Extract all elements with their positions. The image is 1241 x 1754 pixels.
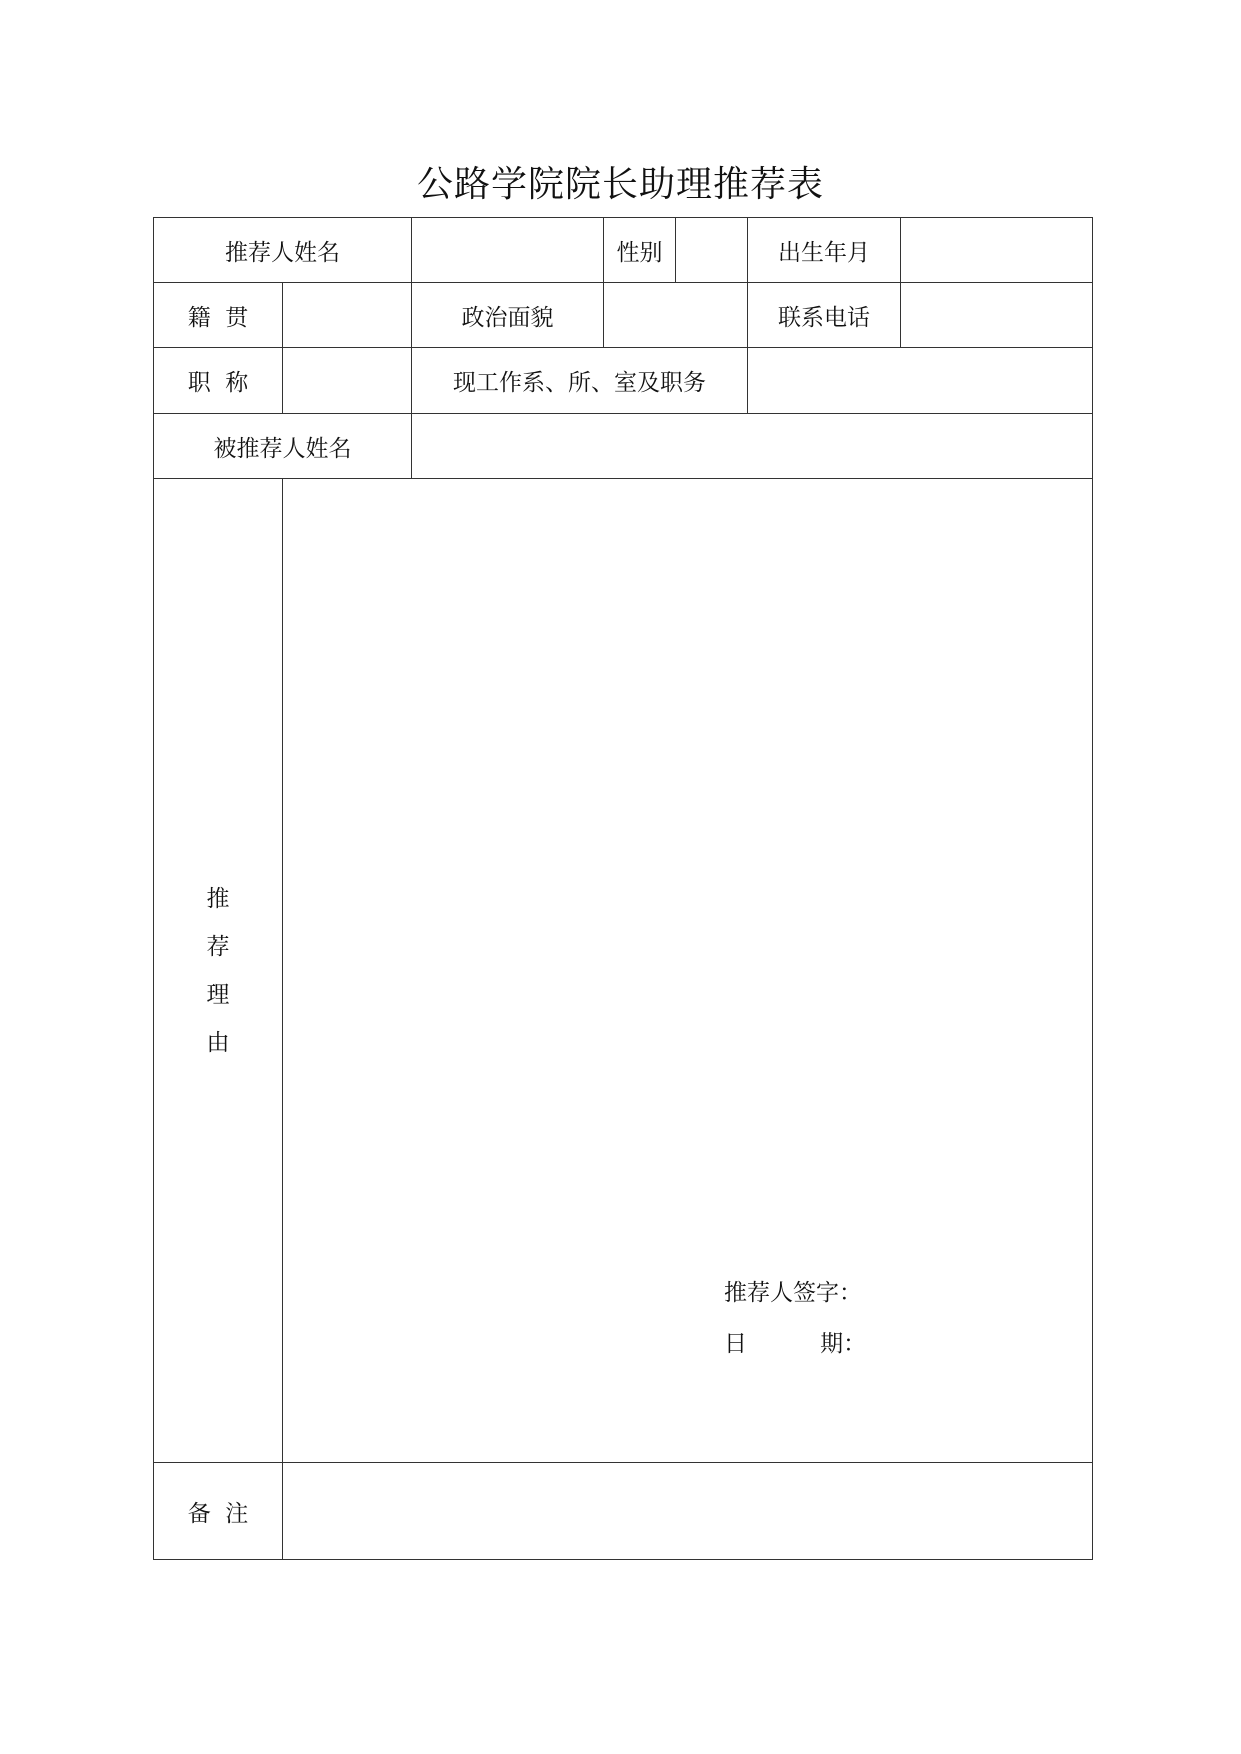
remarks-field[interactable] bbox=[282, 1462, 1093, 1560]
gender-field[interactable] bbox=[675, 217, 748, 283]
nominee-name-field[interactable] bbox=[411, 413, 1093, 479]
reason-field[interactable] bbox=[282, 478, 1093, 1463]
form-title: 公路学院院长助理推荐表 bbox=[416, 164, 824, 205]
department-field[interactable] bbox=[747, 347, 1093, 414]
gender-label: 性别 bbox=[603, 217, 676, 283]
signature-label: 推荐人签字： bbox=[724, 1280, 862, 1306]
phone-field[interactable] bbox=[900, 282, 1093, 348]
date-label: 日 期： bbox=[724, 1331, 867, 1357]
department-label: 现工作系、所、室及职务 bbox=[411, 347, 748, 414]
reason-label-char: 荐 bbox=[206, 933, 230, 960]
reason-label-char: 推 bbox=[206, 885, 230, 912]
nominee-name-label: 被推荐人姓名 bbox=[153, 413, 412, 479]
political-status-label: 政治面貌 bbox=[411, 282, 604, 348]
native-place-field[interactable] bbox=[282, 282, 412, 348]
reason-label-char: 由 bbox=[206, 1029, 230, 1056]
remarks-label: 备 注 bbox=[153, 1462, 283, 1560]
recommender-name-field[interactable] bbox=[411, 217, 604, 283]
political-status-field[interactable] bbox=[603, 282, 748, 348]
title-field[interactable] bbox=[282, 347, 412, 414]
reason-label bbox=[153, 478, 283, 1463]
birth-field[interactable] bbox=[900, 217, 1093, 283]
phone-label: 联系电话 bbox=[747, 282, 901, 348]
reason-label-char: 理 bbox=[206, 981, 230, 1008]
birth-label: 出生年月 bbox=[747, 217, 901, 283]
title-label: 职 称 bbox=[153, 347, 283, 414]
recommender-name-label: 推荐人姓名 bbox=[153, 217, 412, 283]
native-place-label: 籍 贯 bbox=[153, 282, 283, 348]
